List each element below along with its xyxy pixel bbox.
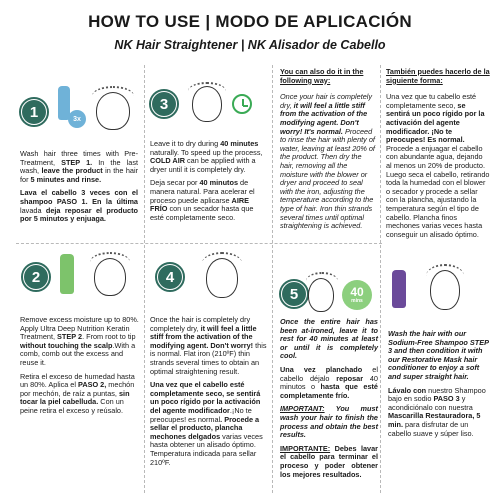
step-4-text — [150, 316, 270, 472]
straight-hair-sketch-icon — [202, 252, 242, 274]
step-2-badge: 2 — [24, 265, 48, 289]
step-5-important-es: IMPORTANTE: Debes lavar el cabello para terminar el proceso y poder obtener los mejores resultados. — [280, 443, 378, 479]
step-2-text — [20, 316, 140, 421]
step-1-illustration — [58, 80, 140, 140]
alternate-method-en — [280, 68, 376, 236]
grid-divider-vertical-3 — [380, 65, 381, 493]
step-5-badge: 5 — [282, 282, 306, 306]
step-2-illustration — [58, 250, 140, 308]
step-5-es: Una vez planchado el cabello déjalo reposar 40 minutos o hasta que esté completamente frío. — [280, 364, 378, 400]
step-5-important-en: IMPORTANT: You must wash your hair to finish the process and obtain the best results. — [280, 404, 378, 440]
page-subtitle: NK Hair Straightener | NK Alisador de Cabello — [114, 38, 386, 52]
hair-sketch-icon — [188, 82, 226, 100]
step-1-es: Lava el cabello 3 veces con el shampoo PASO 1. En la última lavada deja reposar el producto por 5 minutos y enjuaga. — [20, 188, 138, 224]
step-3-badge: 3 — [152, 92, 176, 116]
hair-sketch-icon — [90, 252, 130, 272]
step-4-es: Una vez que el cabello esté completamente seco, se sentirá un poco rígido por la activación del agente modificador.¡No te preocupes! es normal. Procede a sellar el producto, plancha mechones delgados varias veces hasta obtener un alisado óptimo. Temperatura indicada para sellar 210ºF. — [150, 380, 263, 467]
foam-sketch-icon — [92, 86, 134, 106]
step-5-text — [280, 318, 378, 484]
alternate-method-es — [386, 68, 490, 244]
clock-icon — [232, 94, 252, 114]
step-3-es: Deja secar por 40 minutos de manera natural. Para acelerar el proceso puede aplicarse AIRE FRÍO con un secador hasta que esté completamente seco. — [150, 178, 255, 222]
step-5-illustration — [306, 270, 378, 320]
step-5-en: Once the entire hair has been at-ironed, leave it to rest for 40 minutes at least or until it is completely cool. — [280, 317, 378, 361]
times-three-badge: 3x — [68, 110, 86, 128]
grid-divider-vertical-2 — [272, 65, 273, 493]
step-1-text — [20, 150, 138, 229]
timer-40-minutes-icon: 40 mins — [342, 280, 372, 310]
step-2-en: Remove excess moisture up to 80%. Apply Ultra Deep Nutrition Keratin Treatment, STEP 2. From root to tip without touching the scalp.With a comb, comb out the excess and reuse it. — [20, 315, 139, 367]
step-6-en: Wash the hair with our Sodium-Free Shampoo STEP 3 and then condition it with our Restorative Mask hair conditioner to enjoy a soft and super straight hair. — [388, 329, 489, 381]
straight-hair-sketch-icon — [426, 264, 464, 288]
step-6-illustration — [392, 262, 488, 324]
grid-divider-vertical-1 — [144, 65, 145, 493]
alternate-method-en-heading: You can also do it in the following way: — [280, 67, 364, 85]
step-4-en: Once the hair is completely dry completely dry, it will feel a little stiff from the activation of the modifying agent. Don't worry! this is normal. Flat iron (210ºF) thin strands several times to obtain an optimal straightening result. — [150, 315, 267, 376]
step-3-en: Leave it to dry during 40 minutes naturally. To speed up the process, COLD AIR can be applied with a dryer until it is completely dry. — [150, 139, 263, 174]
step-4-badge: 4 — [158, 265, 182, 289]
grid-divider-horizontal — [16, 243, 382, 244]
step-1-en: Wash hair three times with Pre-Treatment, STEP 1. In the last wash, leave the product in the hair for 5 minutes and rinse. — [20, 149, 138, 184]
step-3-text — [150, 140, 268, 227]
page-title: HOW TO USE | MODO DE APLICACIÓN — [88, 12, 412, 31]
straight-hair-sketch-icon — [306, 272, 338, 290]
step-2-es: Retira el exceso de humedad hasta un 80%. Aplica el PASO 2, mechón por mechón, de raíz a puntas, sin tocar la piel cabelluda. Con un peine retira el exceso y reúsalo. — [20, 371, 135, 415]
alternate-method-es-body: Una vez que tu cabello esté completamente seco, se sentirá un poco rígido por la activación del agente modificador. ¡No te preocupes! Es normal. Procede a enjuagar el cabello con abundante agua, dejando al menos un 20% de producto. Luego seca el cabello, retirando toda la humedad con el blower o secador y procede a sellar con la plancha, ajustando la temperatura según el tipo de cabello. Plancha finos mechones varias veces hasta conseguir un alisado óptimo. — [386, 92, 490, 239]
step-4-illustration — [196, 250, 268, 308]
step-6-es: Lávalo con nuestro Shampoo bajo en sodio PASO 3 y acondiciónalo con nuestra Mascarilla Restauradora, 5 min. para disfrutar de un cabello suave y súper liso. — [388, 385, 486, 438]
alternate-method-es-heading: También puedes hacerlo de la siguiente forma: — [386, 67, 490, 85]
keratin-bottle-icon — [60, 254, 74, 294]
alternate-method-en-body: Once your hair is completely dry, it will feel a little stiff from the activation of the modifying agent. Don't worry! It's normal. Proceed to rinse the hair with plenty of water, leaving at least 20% of the product. Then dry the hair, removing all the moisture with the blower or dryer and proceed to seal with the iron, adjusting the temperature according to the type of hair. Iron thin strands several times until optimal straightening is achieved. — [280, 92, 375, 231]
step-6-text — [388, 330, 492, 443]
step-1-badge: 1 — [22, 100, 46, 124]
sodium-free-shampoo-bottle-icon — [392, 270, 406, 308]
step-3-illustration — [186, 82, 270, 132]
